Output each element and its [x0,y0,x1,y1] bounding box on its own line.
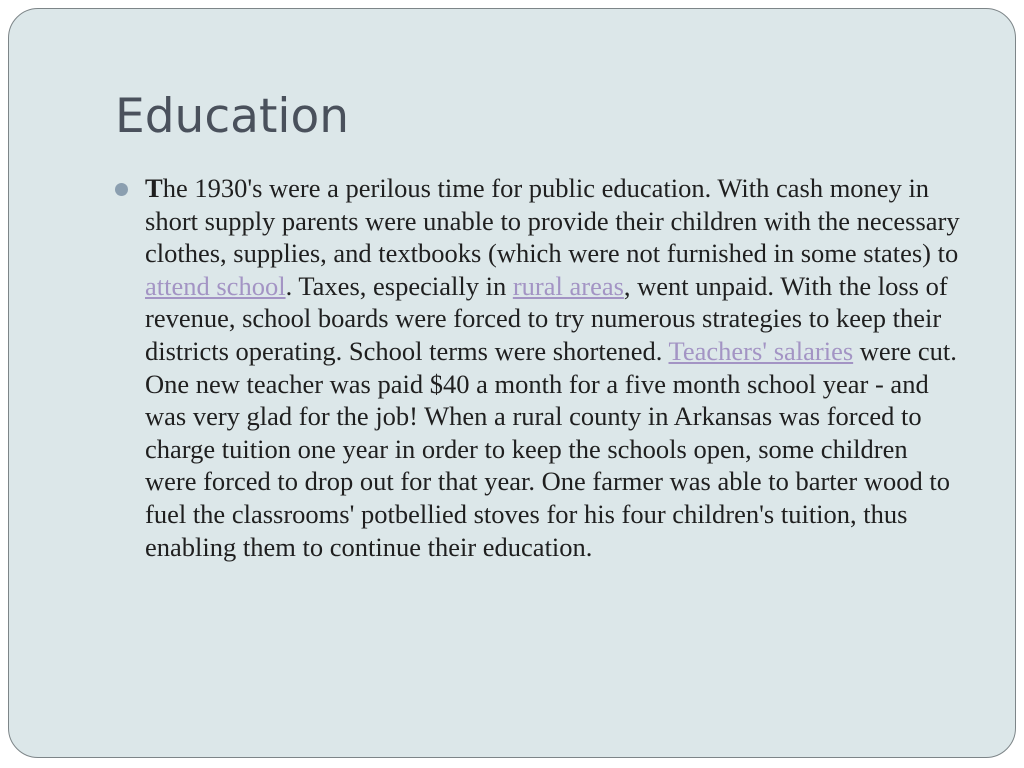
slide [8,8,1016,758]
link-teachers-salaries[interactable]: Teachers' salaries [668,335,854,366]
link-rural-areas[interactable]: rural areas [512,270,624,301]
paragraph-text: he 1930's were a perilous time for public education. With cash money in short supply parents were unable to provide their children with the necessary clothes, supplies, and textbooks (which were not furnished in some states) to [145,173,960,269]
paragraph-text: , went unpaid. With the loss of revenue, school boards were forced to try numerous strategies to keep their districts operating. School terms were shortened. [145,270,948,366]
bullet-item [115,172,965,563]
bullet-dot-icon [115,183,128,196]
slide-body [115,172,965,563]
slide-title: Education [115,89,349,144]
paragraph-text: . Taxes, especially in [285,270,513,301]
paragraph-text: were cut. One new teacher was paid $40 a month for a five month school year - and was very glad for the job! When a rural county in Arkansas was forced to charge tuition one year in order to keep the schools open, some children were forced to drop out for that year. One farmer was able to barter wood to fuel the classrooms' potbellied stoves for his four children's tuition, thus enabling them to continue their education. [145,335,957,562]
link-attend-school[interactable]: attend school [145,270,286,301]
bullet-paragraph [145,172,965,563]
paragraph-first-letter: T [145,173,163,203]
